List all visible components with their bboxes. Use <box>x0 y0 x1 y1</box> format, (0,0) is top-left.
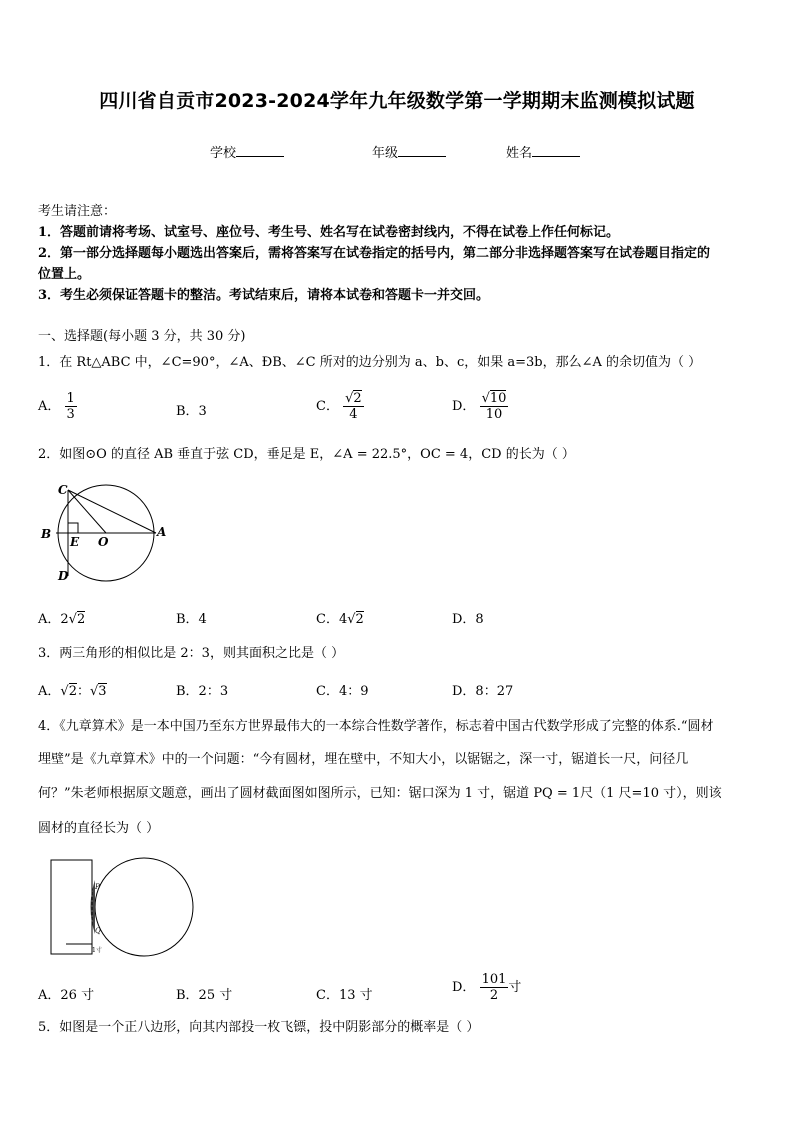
q3-option-c[interactable]: C．4：9 <box>316 684 369 699</box>
q1-c-num: √2 <box>345 391 362 406</box>
q4-line-4: 圆材的直径长为（ ） <box>38 821 160 836</box>
q1-d-label: D． <box>452 399 476 414</box>
notice-item-2-cont: 位置上。 <box>38 267 91 282</box>
q4-option-c[interactable]: C．13 寸 <box>316 988 373 1003</box>
q2-option-d[interactable]: D．8 <box>452 612 484 627</box>
q3-a-label: A． <box>38 684 61 699</box>
q2-option-c[interactable] <box>316 608 364 627</box>
q3-stem: 3．两三角形的相似比是 2：3，则其面积之比是（ ） <box>38 646 345 661</box>
q2-label-b: B <box>41 527 52 541</box>
notice-item-1: 1．答题前请将考场、试室号、座位号、考生号、姓名写在试卷密封线内，不得在试卷上作任何标记。 <box>38 225 620 240</box>
q4-wall-rect <box>51 860 92 954</box>
q3-option-b[interactable]: B．2：3 <box>176 684 229 699</box>
school-field[interactable] <box>210 142 284 161</box>
grade-field[interactable] <box>372 142 446 161</box>
q2-line-co <box>68 490 106 533</box>
q4-option-d[interactable] <box>452 972 521 1003</box>
notice-item-3: 3．考生必须保证答题卡的整洁。考试结束后，请将本试卷和答题卡一并交回。 <box>38 288 490 303</box>
q1-option-a[interactable] <box>38 391 77 422</box>
section-heading: 一、选择题(每小题 3 分，共 30 分) <box>38 329 246 344</box>
q4-line-2: 埋壁”是《九章算术》中的一个问题：“今有圆材，埋在壁中，不知大小，以锯锯之，深一寸，锯道长一尺，问径几 <box>38 752 689 767</box>
q2-label-e: E <box>70 535 80 549</box>
q2-stem: 2．如图⊙O 的直径 AB 垂直于弦 CD，垂足是 E，∠A = 22.5°，OC = 4，CD 的长为（ ） <box>38 447 575 462</box>
name-blank[interactable] <box>532 144 580 157</box>
q2-c-rad: 2 <box>355 612 364 627</box>
grade-label: 年级 <box>372 146 399 161</box>
q1-a-label: A． <box>38 399 61 414</box>
q4-log-circle <box>95 858 193 956</box>
q2-a-label: A．2 <box>38 612 69 627</box>
q4-label-p: P <box>95 883 100 891</box>
q2-option-a[interactable] <box>38 608 85 627</box>
q1-d-num: √10 <box>481 391 507 406</box>
q2-option-b[interactable]: B．4 <box>176 612 207 627</box>
q2-label-c: C <box>58 483 68 497</box>
q4-label-inch: 1寸 <box>92 947 102 954</box>
q1-c-den: 4 <box>349 407 358 422</box>
q4-d-fraction <box>480 972 509 1003</box>
school-blank[interactable] <box>236 144 284 157</box>
name-field[interactable] <box>506 142 580 161</box>
q1-option-d[interactable] <box>452 391 508 422</box>
q2-line-ca <box>68 490 156 533</box>
q4-option-a[interactable]: A．26 寸 <box>38 988 95 1003</box>
q2-c-label: C．4 <box>316 612 348 627</box>
q4-line-1: 4．《九章算术》是一本中国乃至东方世界最伟大的一本综合性数学著作，标志着中国古代数学形成了完整的体系.“圆材 <box>38 719 714 734</box>
q2-a-sqrt: √2 <box>68 612 86 627</box>
page-title: 四川省自贡市2023-2024学年九年级数学第一学期期末监测模拟试题 <box>99 90 695 112</box>
q1-d-fraction <box>480 391 509 422</box>
q2-a-rad: 2 <box>76 612 86 627</box>
q4-label-q: Q <box>95 927 101 935</box>
q3-a-rad-2: 3 <box>98 684 107 699</box>
q3-a-sqrt-2: √3 <box>89 684 107 699</box>
q2-label-a: A <box>157 525 167 539</box>
q1-a-fraction <box>65 391 77 422</box>
q4-d-den: 2 <box>489 988 499 1003</box>
q1-c-label: C． <box>316 399 339 414</box>
q5-stem: 5．如图是一个正八边形，向其内部投一枚飞镖，投中阴影部分的概率是（ ） <box>38 1020 480 1035</box>
notice-heading: 考生请注意： <box>38 204 117 219</box>
q1-option-b[interactable]: B．3 <box>176 404 207 419</box>
name-label: 姓名 <box>506 146 533 161</box>
q3-option-d[interactable]: D．8：27 <box>452 684 514 699</box>
notice-item-2: 2．第一部分选择题每小题选出答案后，需将答案写在试卷指定的括号内，第二部分非选择题答案写在试卷题目指定的 <box>38 246 711 261</box>
q1-c-rad: 2 <box>353 391 362 406</box>
q1-option-c[interactable] <box>316 391 364 422</box>
q4-d-num: 101 <box>481 972 507 987</box>
q3-option-a[interactable] <box>38 680 107 699</box>
school-label: 学校 <box>210 146 237 161</box>
q2-label-d: D <box>58 569 69 583</box>
q2-right-angle-mark <box>68 523 78 533</box>
q3-a-sqrt-1: √2 <box>60 684 77 699</box>
q1-d-den: 10 <box>485 407 503 422</box>
q1-a-num: 1 <box>66 391 75 406</box>
q4-line-3: 何？”朱老师根据原文题意，画出了圆材截面图如图所示，已知：锯口深为 1 寸，锯道 PQ = 1尺（1 尺=10 寸），则该 <box>38 786 722 801</box>
q2-label-o: O <box>98 535 109 549</box>
q2-circle-figure <box>38 478 174 586</box>
q1-a-den: 3 <box>66 407 75 422</box>
q2-c-sqrt: √2 <box>347 612 364 627</box>
q4-d-unit: 寸 <box>508 980 522 995</box>
q4-log-figure <box>48 852 198 958</box>
q1-d-rad: 10 <box>489 391 507 406</box>
q3-a-rad-1: 2 <box>68 684 77 699</box>
q4-d-label: D． <box>452 980 476 995</box>
grade-blank[interactable] <box>398 144 446 157</box>
q1-c-fraction <box>343 391 364 422</box>
q4-option-b[interactable]: B．25 寸 <box>176 988 233 1003</box>
q3-a-sep: ： <box>76 684 90 699</box>
q1-stem: 1．在 Rt△ABC 中，∠C=90°，∠A、ÐB、∠C 所对的边分别为 a、b、c，如果 a=3b，那么∠A 的余切值为（ ） <box>38 355 702 370</box>
